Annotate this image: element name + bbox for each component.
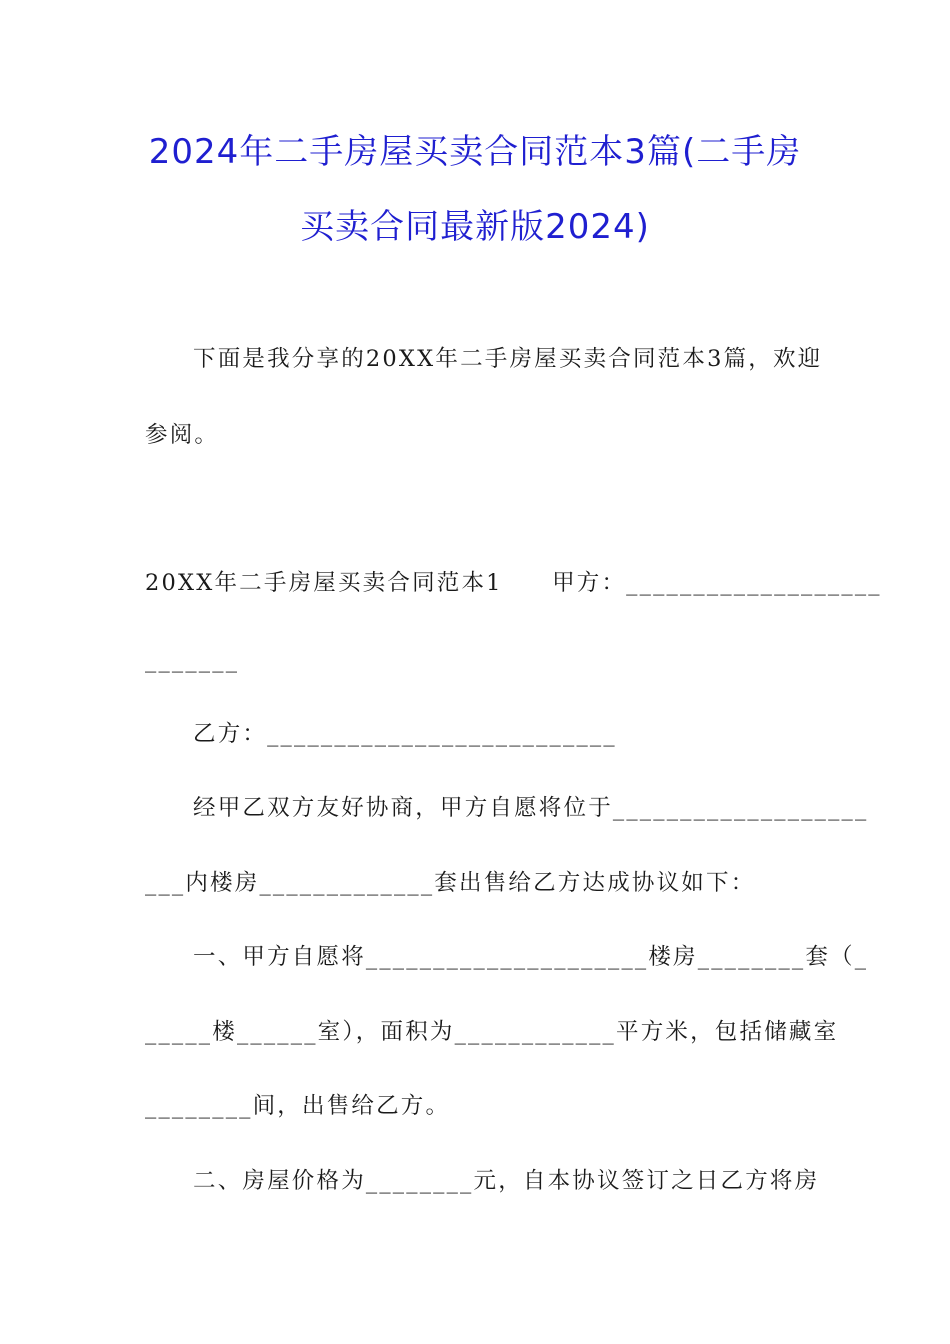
contract-clause-intro-line-1: 经甲乙双方友好协商，甲方自愿将位于___________________ [193,795,869,821]
contract-clause-1-line-2: _____楼______室），面积为____________平方米，包括储藏室 [145,1019,839,1045]
contract-heading-line: 20XX年二手房屋买卖合同范本1 甲方：___________________ [145,570,882,596]
contract-clause-1-line-3: ________间，出售给乙方。 [145,1093,451,1119]
document-title-line-2: 买卖合同最新版2024) [300,207,650,247]
document-title-line-1: 2024年二手房屋买卖合同范本3篇(二手房 [148,132,802,172]
contract-clause-intro-line-2: ___内楼房_____________套出售给乙方达成协议如下： [145,870,756,896]
intro-paragraph-line-1: 下面是我分享的20XX年二手房屋买卖合同范本3篇，欢迎 [193,346,823,372]
contract-party-b-line: 乙方：__________________________ [193,721,617,747]
intro-paragraph-line-2: 参阅。 [145,422,220,448]
contract-clause-1-line-1: 一、甲方自愿将_____________________楼房________套（_ [193,944,869,970]
contract-party-a-continuation: _______ [145,647,240,673]
contract-clause-2-line-1: 二、房屋价格为________元，自本协议签订之日乙方将房 [193,1168,820,1194]
